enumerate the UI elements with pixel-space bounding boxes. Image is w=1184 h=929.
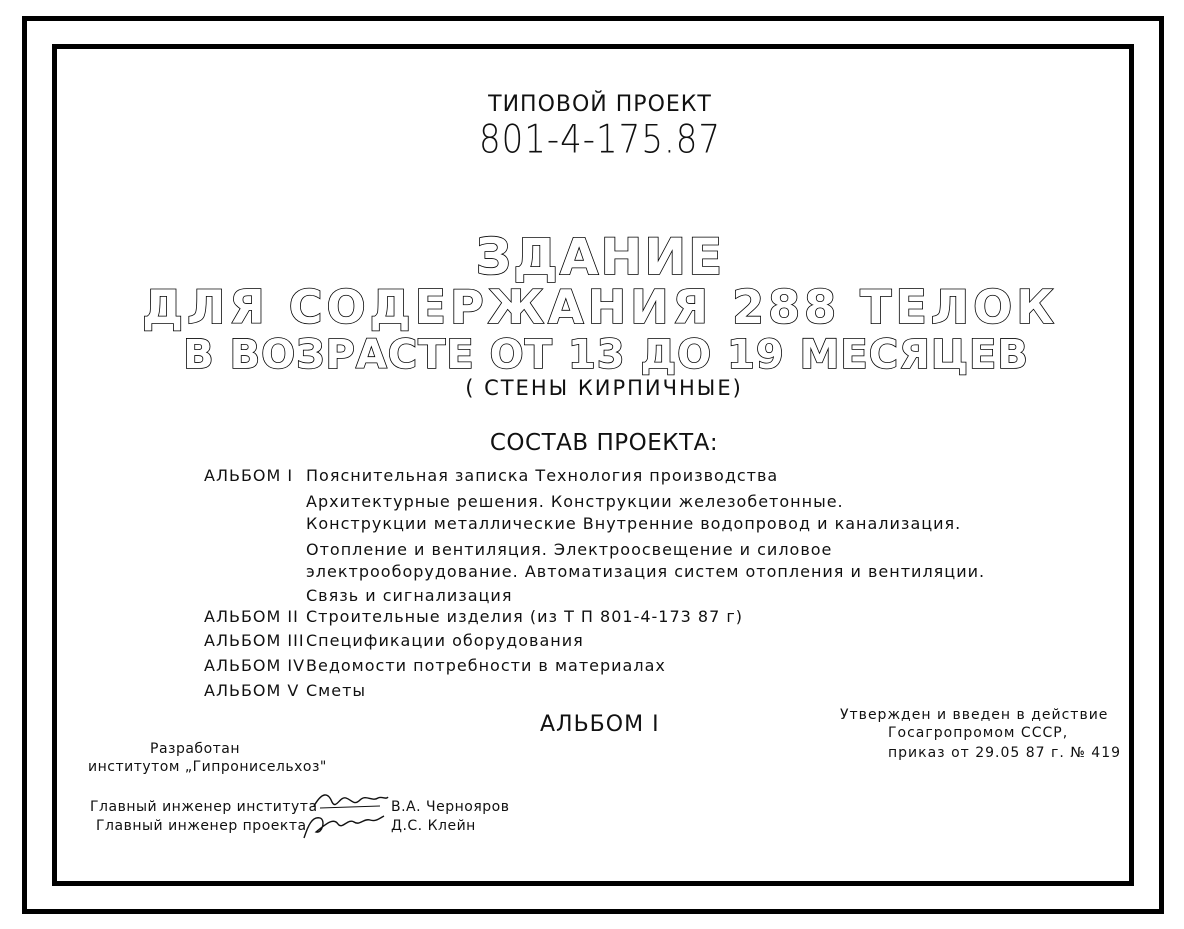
album-1-line-2: Архитектурные решения. Конструкции железобетонные. [306, 492, 844, 511]
chief-engineer-project-title: Главный инженер проекта [96, 818, 307, 834]
approval-line-2: Госагропромом СССР, [888, 725, 1069, 741]
title-line-3: В ВОЗРАСТЕ ОТ 13 ДО 19 МЕСЯЦЕВ [183, 332, 1029, 378]
developer-line-2: институтом „Гипронисельхоз" [88, 759, 327, 775]
album-1-line-6: Связь и сигнализация [306, 586, 513, 605]
album-4-line-1: Ведомости потребности в материалах [306, 656, 666, 675]
album-1-line-3: Конструкции металлические Внутренние водопровод и канализация. [306, 514, 962, 533]
title-line-2: ДЛЯ СОДЕРЖАНИЯ 288 ТЕЛОК [142, 280, 1058, 334]
project-type: ТИПОВОЙ ПРОЕКТ [488, 92, 712, 117]
title-line-1: ЗДАНИЕ [475, 228, 725, 286]
album-label-1: АЛЬБОМ I [204, 466, 294, 485]
album-label-3: АЛЬБОМ III [204, 631, 305, 650]
album-1-line-5: электрооборудование. Автоматизация систем отопления и вентиляции. [306, 562, 986, 581]
project-number: 801-4-175.87 [478, 117, 722, 163]
composition-heading: СОСТАВ ПРОЕКТА: [489, 430, 719, 456]
album-label-2: АЛЬБОМ II [204, 607, 299, 626]
approval-line-3: приказ от 29.05 87 г. № 419 [888, 745, 1122, 761]
album-3-line-1: Спецификации оборудования [306, 631, 584, 650]
album-2-line-1: Строительные изделия (из Т П 801-4-173 87 г) [306, 607, 744, 626]
album-label-4: АЛЬБОМ IV [204, 656, 306, 675]
developer-line-1: Разработан [150, 741, 241, 757]
album-1-line-4: Отопление и вентиляция. Электроосвещение и силовое [306, 540, 833, 559]
signature-project [298, 808, 388, 842]
chief-engineer-project-name: Д.С. Клейн [391, 818, 476, 834]
chief-engineer-institute-title: Главный инженер института [90, 799, 318, 815]
approval-line-1: Утвержден и введен в действие [840, 707, 1109, 723]
album-1-line-1: Пояснительная записка Технология производства [306, 466, 779, 485]
album-label-5: АЛЬБОМ V [204, 681, 300, 700]
title-subtitle: ( СТЕНЫ КИРПИЧНЫЕ) [465, 376, 743, 400]
album-5-line-1: Сметы [306, 681, 367, 700]
chief-engineer-institute-name: В.А. Чернояров [391, 799, 510, 815]
current-album: АЛЬБОМ I [540, 712, 660, 737]
